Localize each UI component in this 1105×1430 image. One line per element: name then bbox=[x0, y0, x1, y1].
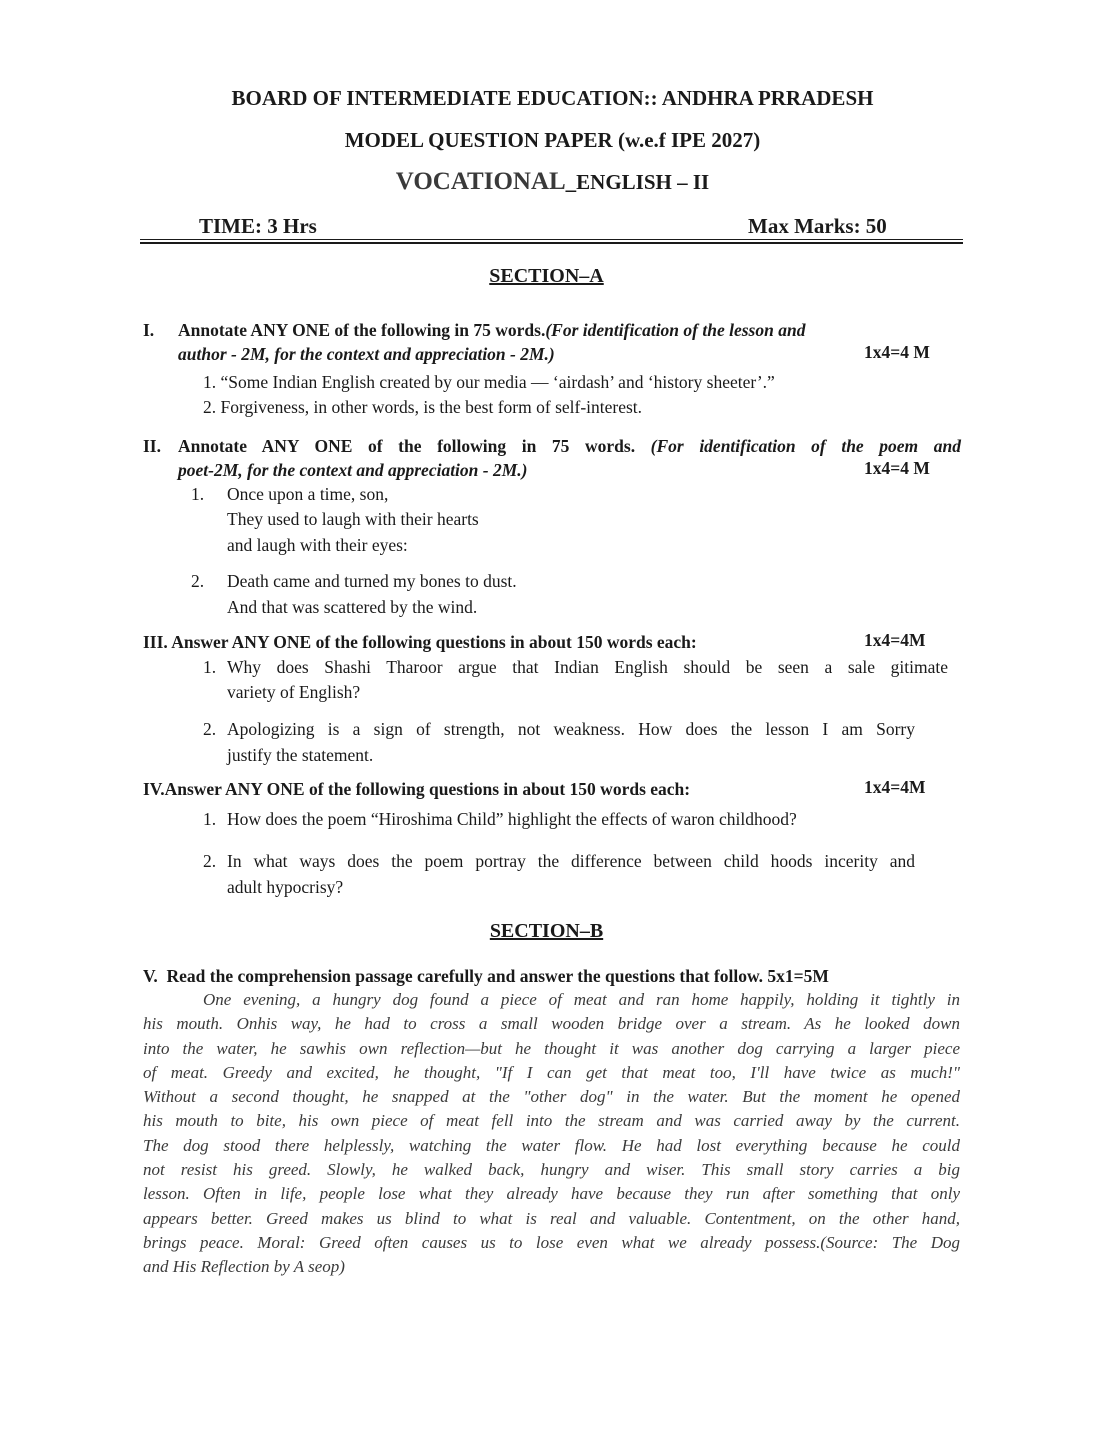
subject-suffix: _ENGLISH – II bbox=[565, 170, 710, 194]
q1-marks: 1x4=4 M bbox=[864, 342, 930, 362]
q3-item-2-line-1: Apologizing is a sign of strength, not weakness. How does the lesson I am Sorry bbox=[227, 719, 915, 739]
q1-instruction bbox=[178, 318, 914, 342]
q2-item-2-line-1: Death came and turned my bones to dust. bbox=[227, 571, 517, 591]
q1-numeral: I. bbox=[143, 320, 155, 340]
q2-item-2-num: 2. bbox=[191, 571, 205, 591]
q4-item-2-line-2: adult hypocrisy? bbox=[227, 877, 344, 897]
board-title: BOARD OF INTERMEDIATE EDUCATION:: ANDHRA PRRADESH bbox=[231, 86, 874, 110]
q3-marks: 1x4=4M bbox=[864, 630, 926, 650]
max-marks-label: Max Marks: 50 bbox=[748, 214, 887, 238]
q3-item-1-line-1: Why does Shashi Tharoor argue that Indian English should be seen a sale gitimate bbox=[227, 657, 948, 677]
passage-line-8: not resist his greed. Slowly, he walked back, hungry and wiser. This small story carries a big bbox=[143, 1160, 960, 1180]
q2-item-1-line-1: Once upon a time, son, bbox=[227, 484, 389, 504]
q1-italic: (For identification of the lesson and bbox=[545, 320, 806, 340]
subject-prefix: VOCATIONAL bbox=[395, 168, 566, 195]
passage-line-11: brings peace. Moral: Greed often causes us to lose even what we already possess.(Source: The Dog bbox=[143, 1232, 960, 1252]
passage-line-5: Without a second thought, he snapped at the "other dog" in the water. But the moment he opened bbox=[143, 1087, 960, 1107]
q2-item-1-num: 1. bbox=[191, 484, 205, 504]
q1-item-1: 1. “Some Indian English created by our media — ‘airdash’ and ‘history sheeter’.” bbox=[203, 372, 775, 392]
subject-title bbox=[0, 168, 1105, 196]
q4-item-2-line-1: In what ways does the poem portray the difference between child hoods incerity and bbox=[227, 851, 915, 871]
q1-item-2: 2. Forgiveness, in other words, is the best form of self-interest. bbox=[203, 397, 643, 417]
q4-instruction: IV.Answer ANY ONE of the following questions in about 150 words each: bbox=[143, 779, 691, 799]
q3-item-2-line-2: justify the statement. bbox=[227, 745, 374, 765]
q2-instruction bbox=[178, 434, 961, 458]
q2-numeral: II. bbox=[143, 436, 161, 456]
header-rule-top bbox=[140, 239, 963, 240]
passage-line-1: One evening, a hungry dog found a piece of meat and ran home happily, holding it tightly in bbox=[203, 990, 960, 1009]
q4-item-1-num: 1. bbox=[203, 809, 217, 829]
passage-line-6: his mouth to bite, his own piece of meat fell into the stream and was carried away by the current. bbox=[143, 1111, 960, 1131]
q2-item-1-line-2: They used to laugh with their hearts bbox=[227, 509, 479, 529]
q5-instruction: V. Read the comprehension passage carefully and answer the questions that follow. 5x1=5M bbox=[143, 966, 829, 986]
q1-line2-text: author - 2M, for the context and appreciation - 2M.) bbox=[178, 344, 555, 364]
q2-item-1-line-3: and laugh with their eyes: bbox=[227, 535, 408, 555]
passage-line-4: of meat. Greedy and excited, he thought, "If I can get that meat too, I'll have twice as much!" bbox=[143, 1062, 960, 1082]
q2-line2 bbox=[178, 458, 528, 482]
comprehension-passage bbox=[143, 988, 960, 1280]
paper-title: MODEL QUESTION PAPER (w.e.f IPE 2027) bbox=[344, 128, 761, 152]
passage-line-10: appears better. Greed makes us blind to what is real and valuable. Contentment, on the other hand, bbox=[143, 1208, 960, 1228]
passage-line-7: The dog stood there helplessly, watching the water flow. He had lost everything because he could bbox=[143, 1135, 960, 1155]
q3-item-1-line-2: variety of English? bbox=[227, 682, 361, 702]
section-a-title: SECTION–A bbox=[489, 265, 604, 287]
q3-item-1-num: 1. bbox=[203, 657, 217, 677]
q2-item-2-line-2: And that was scattered by the wind. bbox=[227, 597, 478, 617]
q2-text: Annotate ANY ONE of the following in 75 words. bbox=[178, 436, 636, 456]
time-label: TIME: 3 Hrs bbox=[199, 214, 317, 238]
q4-marks: 1x4=4M bbox=[864, 777, 926, 797]
q2-line2-text: poet-2M, for the context and appreciation - 2M.) bbox=[178, 460, 528, 480]
q1-text: Annotate ANY ONE of the following in 75 words. bbox=[178, 320, 546, 340]
section-b-title: SECTION–B bbox=[489, 920, 604, 942]
q4-item-2-num: 2. bbox=[203, 851, 217, 871]
q1-line2 bbox=[178, 342, 555, 366]
header-rule-bottom bbox=[140, 242, 963, 244]
q2-marks: 1x4=4 M bbox=[864, 458, 930, 478]
passage-line-12: and His Reflection by A seop) bbox=[143, 1257, 345, 1277]
q2-italic: (For identification of the poem and bbox=[650, 436, 961, 456]
passage-line-2: his mouth. Onhis way, he had to cross a small wooden bridge over a stream. As he looked down bbox=[143, 1014, 960, 1034]
q4-item-1-line-1: How does the poem “Hiroshima Child” highlight the effects of waron childhood? bbox=[227, 809, 797, 829]
q3-item-2-num: 2. bbox=[203, 719, 217, 739]
passage-line-9: lesson. Often in life, people lose what they already have because they run after something that only bbox=[143, 1184, 960, 1204]
q3-instruction: III. Answer ANY ONE of the following questions in about 150 words each: bbox=[143, 632, 697, 652]
passage-line-3: into the water, he sawhis own reflection—but he thought it was another dog carrying a larger piece bbox=[143, 1038, 960, 1058]
